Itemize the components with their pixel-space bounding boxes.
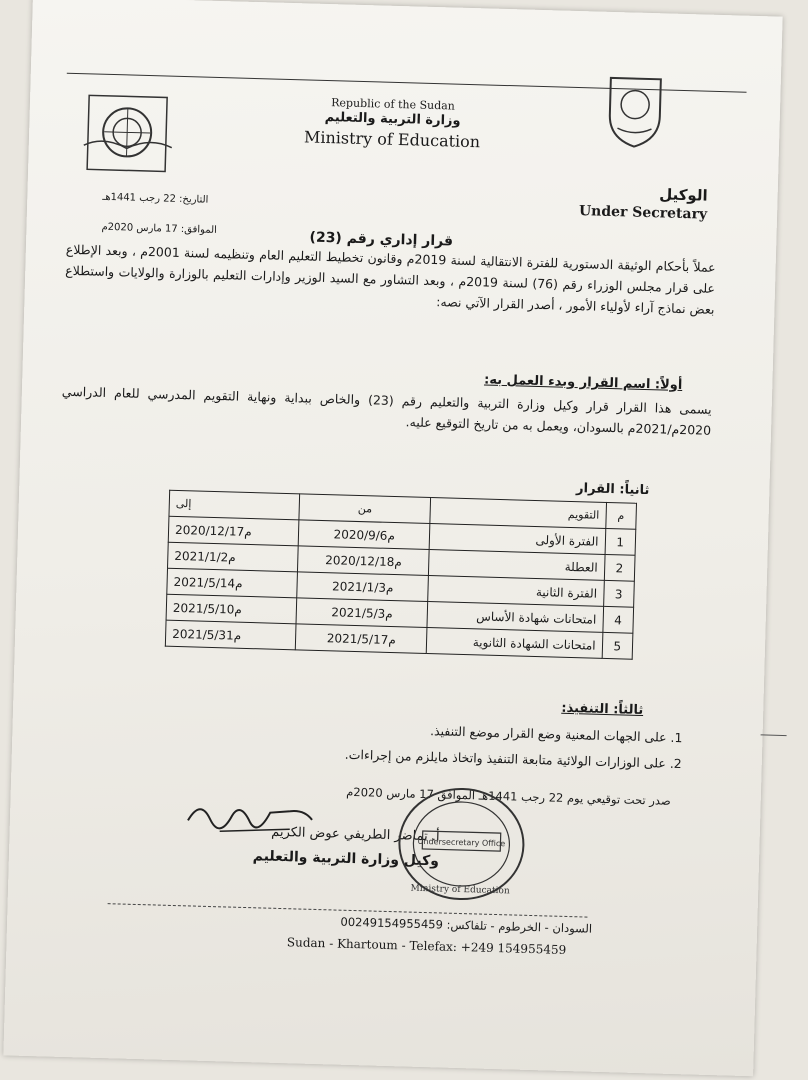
header-to: إلى — [169, 490, 300, 520]
section1-paragraph: يسمى هذا القرار قرار وكيل وزارة التربية والتعليم رقم (23) والخاص ببداية ونهاية التقويم المدرسي للعام الدراسي 2020م/2021م بالسودان، ويعمل به من تاريخ التوقيع عليه. — [61, 383, 712, 438]
cell-from: 2020/12/18م — [298, 546, 429, 576]
item-number: 1. — [670, 729, 683, 746]
date-hijri: التاريخ: 22 رجب 1441هـ — [102, 191, 209, 206]
ministry-name-english: Ministry of Education — [303, 127, 481, 152]
cell-to: 2021/5/31م — [165, 620, 296, 650]
margin-mark — [761, 734, 787, 736]
issued-line: صدر تحت توقيعي يوم 22 رجب 1441هـ الموافق 17 مارس 2020م — [346, 784, 671, 808]
svg-text:Ministry of Education: Ministry of Education — [410, 883, 510, 897]
cell-period: الفترة الأولى — [429, 524, 605, 555]
decision-title: قرار إداري رقم (23) — [309, 229, 454, 250]
education-logo-icon — [73, 85, 181, 180]
cell-period: امتحانات الشهادة الثانوية — [426, 627, 602, 658]
cell-from: 2021/5/17م — [296, 624, 427, 654]
office-title-arabic: الوكيل — [658, 185, 708, 205]
document-page — [3, 0, 782, 1076]
cell-from: 2021/1/3م — [297, 572, 428, 602]
ministry-name-arabic: وزارة التربية والتعليم — [324, 109, 461, 129]
cell-to: 2021/5/14م — [167, 568, 298, 598]
item-text: على الوزارات الولائية متابعة التنفيذ واتخاذ مايلزم من إجراءات. — [344, 746, 667, 771]
section1-heading: أولاً: اسم القرار وبدء العمل به: — [483, 372, 683, 394]
item-number: 2. — [669, 755, 682, 772]
footer-arabic: السودان - الخرطوم - تلفاكس: 00249154955459 — [340, 914, 593, 936]
cell-num: 3 — [603, 580, 634, 607]
section3-heading: ثالثاً: التنفيذ: — [561, 700, 644, 719]
header-num: م — [605, 502, 636, 529]
execution-item — [202, 743, 682, 771]
cell-period: امتحانات شهادة الأساس — [427, 601, 603, 632]
svg-text:Undersecretary Office: Undersecretary Office — [417, 836, 506, 849]
section2-heading: ثانياً: القرار — [575, 481, 650, 499]
cell-num: 1 — [605, 528, 636, 555]
school-calendar-table — [165, 490, 637, 660]
footer-english: Sudan - Khartoum - Telefax: +249 154955459 — [286, 935, 567, 957]
state-emblem-icon — [599, 70, 671, 152]
header-from: من — [299, 494, 430, 524]
republic-name: Republic of the Sudan — [331, 96, 456, 113]
signatory-name: أ. تماضر الطريفي عوض الكريم — [271, 824, 440, 845]
preamble-paragraph: عملاً بأحكام الوثيقة الدستورية للفترة الانتقالية لسنة 2019م وقانون تخطيط التعليم العام وتنظيمه لسنة 2001م ، وبعد الإطلاع على قرار مجلس الوزراء رقم (76) لسنة 2019م ، وبعد التشاور مع السيد الوزير وإدارات التعليم بالوزارة والولايات واستطلاع بعض نماذج آراء لأولياء الأمور ، أصدر القرار الآتي نصه: — [65, 241, 716, 317]
cell-to: 2021/1/2م — [168, 542, 299, 572]
cell-to: 2020/12/17م — [168, 516, 299, 546]
official-stamp-icon — [393, 782, 531, 906]
date-gregorian: الموافق: 17 مارس 2020م — [101, 221, 218, 236]
office-title-english: Under Secretary — [578, 203, 708, 223]
cell-num: 5 — [602, 632, 633, 659]
cell-num: 2 — [604, 554, 635, 581]
cell-period: الفترة الثانية — [428, 576, 604, 607]
execution-item — [202, 717, 682, 745]
item-text: على الجهات المعنية وضع القرار موضع التنفيذ. — [429, 723, 667, 745]
header-period: التقويم — [430, 498, 606, 529]
cell-from: 2021/5/3م — [296, 598, 427, 628]
cell-period: العطلة — [428, 550, 604, 581]
cell-num: 4 — [602, 606, 633, 633]
signatory-title: وكيل وزارة التربية والتعليم — [252, 848, 440, 870]
cell-to: 2021/5/10م — [166, 594, 297, 624]
cell-from: 2020/9/6م — [299, 520, 430, 550]
